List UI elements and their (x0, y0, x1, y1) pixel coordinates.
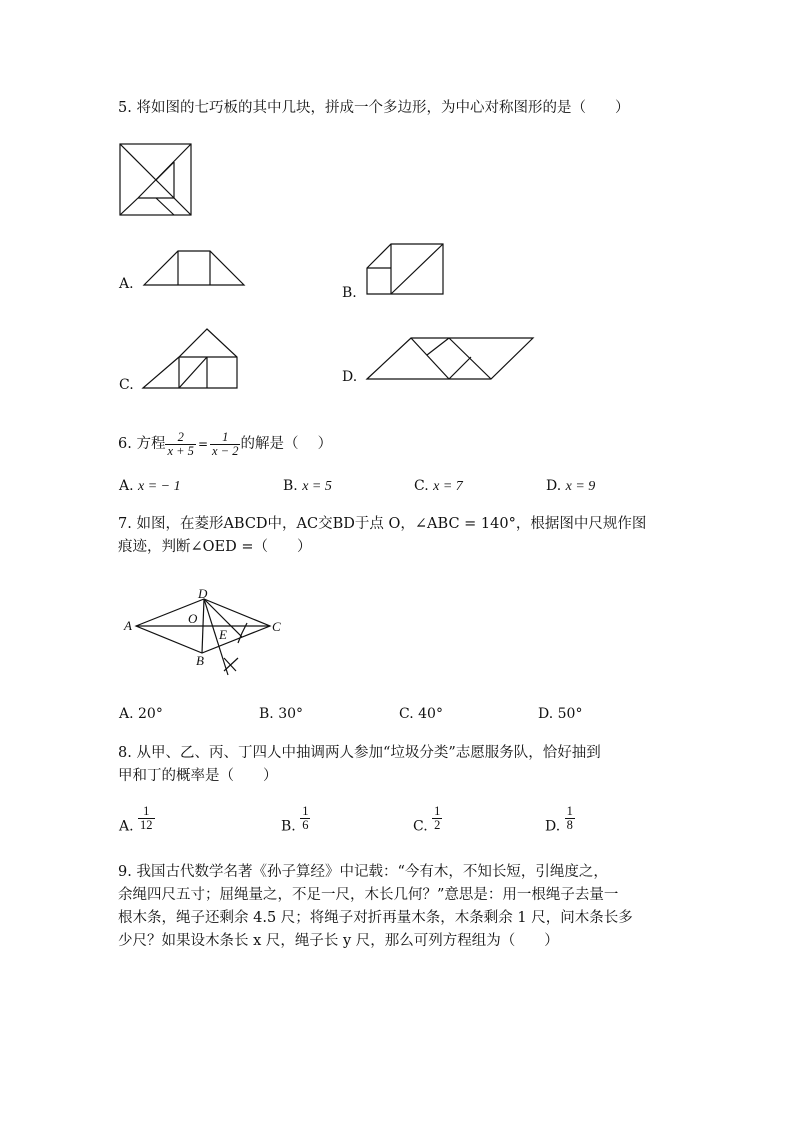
q6-option-b (283, 477, 332, 496)
q6-option-c-value: x = 7 (433, 479, 463, 494)
q7-option-d-value: 50° (557, 706, 583, 722)
q7-option-a-value: 20° (138, 706, 163, 722)
rhombus-figure (120, 585, 290, 677)
q6-option-d-label: D. (546, 478, 562, 494)
q7-stem-line1: 7. 如图，在菱形ABCD中，AC交BD于点 O，∠ABC = 140°，根据图中尺规作图 (118, 516, 647, 532)
q8-stem-line2: 甲和丁的概率是（ ） (118, 768, 278, 784)
q9-stem-line4: 少尺？如果设木条长 x 尺，绳子长 y 尺，那么可列方程组为（ ） (118, 933, 559, 949)
q6-option-b-value: x = 5 (302, 479, 332, 494)
q6-option-d-value: x = 9 (565, 479, 596, 494)
q7-option-c-label: C. (399, 706, 414, 722)
q6-option-c (414, 477, 463, 496)
q6-option-c-label: C. (414, 478, 429, 494)
q5-option-b-label: B. (342, 285, 357, 301)
q9-stem-line3: 根木条，绳子还剩余 4.5 尺；将绳子对折再量木条，木条剩余 1 尺，问木条长多 (118, 910, 633, 926)
q8-option-d-fraction (565, 805, 575, 832)
q8-option-c-num: 1 (434, 804, 441, 818)
q9-stem-line1: 9. 我国古代数学名著《孙子算经》中记载：“今有木，不知长短，引绳度之， (118, 864, 608, 880)
q7-option-a (119, 705, 163, 723)
q7-option-a-label: A. (119, 706, 134, 722)
q8-option-c-label: C. (413, 818, 428, 835)
q6-fraction-right (210, 431, 240, 458)
q8-option-b-fraction (300, 805, 310, 832)
q8-option-b (281, 805, 310, 836)
q7-option-d (538, 705, 582, 723)
q8-option-c-fraction (432, 805, 442, 832)
q8-option-b-den: 6 (302, 818, 309, 832)
q8-option-a (119, 805, 155, 836)
point-o-label: O (188, 611, 198, 626)
q6-option-d (546, 477, 595, 496)
q7-option-b (259, 705, 303, 723)
q8-option-a-label: A. (119, 818, 134, 835)
q8-option-a-den: 12 (140, 818, 153, 832)
q6-frac2-den: x − 2 (212, 443, 239, 458)
q5-option-d-figure (367, 337, 535, 381)
q6-stem-suffix: 的解是（ ） (240, 436, 333, 452)
q7-option-b-value: 30° (278, 706, 304, 722)
q7-option-b-label: B. (259, 706, 274, 722)
q7-option-c (399, 705, 443, 723)
q9-stem-line2: 余绳四尺五寸；屈绳量之，不足一尺，木长几何？”意思是：用一根绳子去量一 (118, 887, 619, 903)
q8-option-c-den: 2 (434, 818, 441, 832)
q6-option-a (119, 477, 181, 496)
q6-stem (118, 430, 332, 458)
q6-stem-prefix: 6. 方程 (118, 436, 166, 452)
q6-equals: = (197, 437, 208, 451)
vertex-b-label: B (196, 653, 204, 668)
q8-option-b-label: B. (281, 818, 296, 835)
q6-frac1-num: 2 (165, 431, 195, 445)
q8-option-d-den: 8 (566, 818, 573, 832)
q6-option-a-label: A. (119, 478, 134, 494)
q5-option-a-figure (144, 250, 246, 286)
q8-option-d-num: 1 (566, 804, 573, 818)
q6-frac2-num: 1 (210, 431, 240, 445)
q8-option-a-num: 1 (138, 805, 155, 819)
q8-stem-line1: 8. 从甲、乙、丙、丁四人中抽调两人参加“垃圾分类”志愿服务队，恰好抽到 (118, 745, 601, 761)
q6-frac1-den: x + 5 (167, 443, 194, 458)
q7-stem-line2: 痕迹，判断∠OED =（ ） (118, 539, 312, 555)
q7-option-c-value: 40° (418, 706, 443, 722)
tangram-figure (120, 144, 192, 216)
q8-option-c (413, 805, 442, 836)
q6-option-b-label: B. (283, 478, 298, 494)
vertex-a-label: A (124, 618, 132, 633)
point-e-label: E (219, 627, 227, 642)
q7-option-d-label: D. (538, 706, 554, 722)
vertex-d-label: D (198, 586, 208, 601)
q8-option-d (545, 805, 575, 836)
q5-stem: 5. 将如图的七巧板的其中几块，拼成一个多边形，为中心对称图形的是（ ） (118, 100, 630, 116)
q8-option-a-fraction (138, 805, 155, 832)
vertex-c-label: C (272, 619, 281, 634)
q5-option-c-label: C. (119, 377, 134, 393)
q8-option-d-label: D. (545, 818, 561, 835)
q5-option-a-label: A. (119, 276, 134, 292)
q6-option-a-value: x = − 1 (138, 479, 181, 494)
q8-option-b-num: 1 (302, 804, 309, 818)
q5-option-c-figure (143, 329, 239, 389)
q6-fraction-left (165, 431, 195, 458)
q5-option-d-label: D. (342, 369, 358, 385)
q5-option-b-figure (367, 243, 445, 295)
